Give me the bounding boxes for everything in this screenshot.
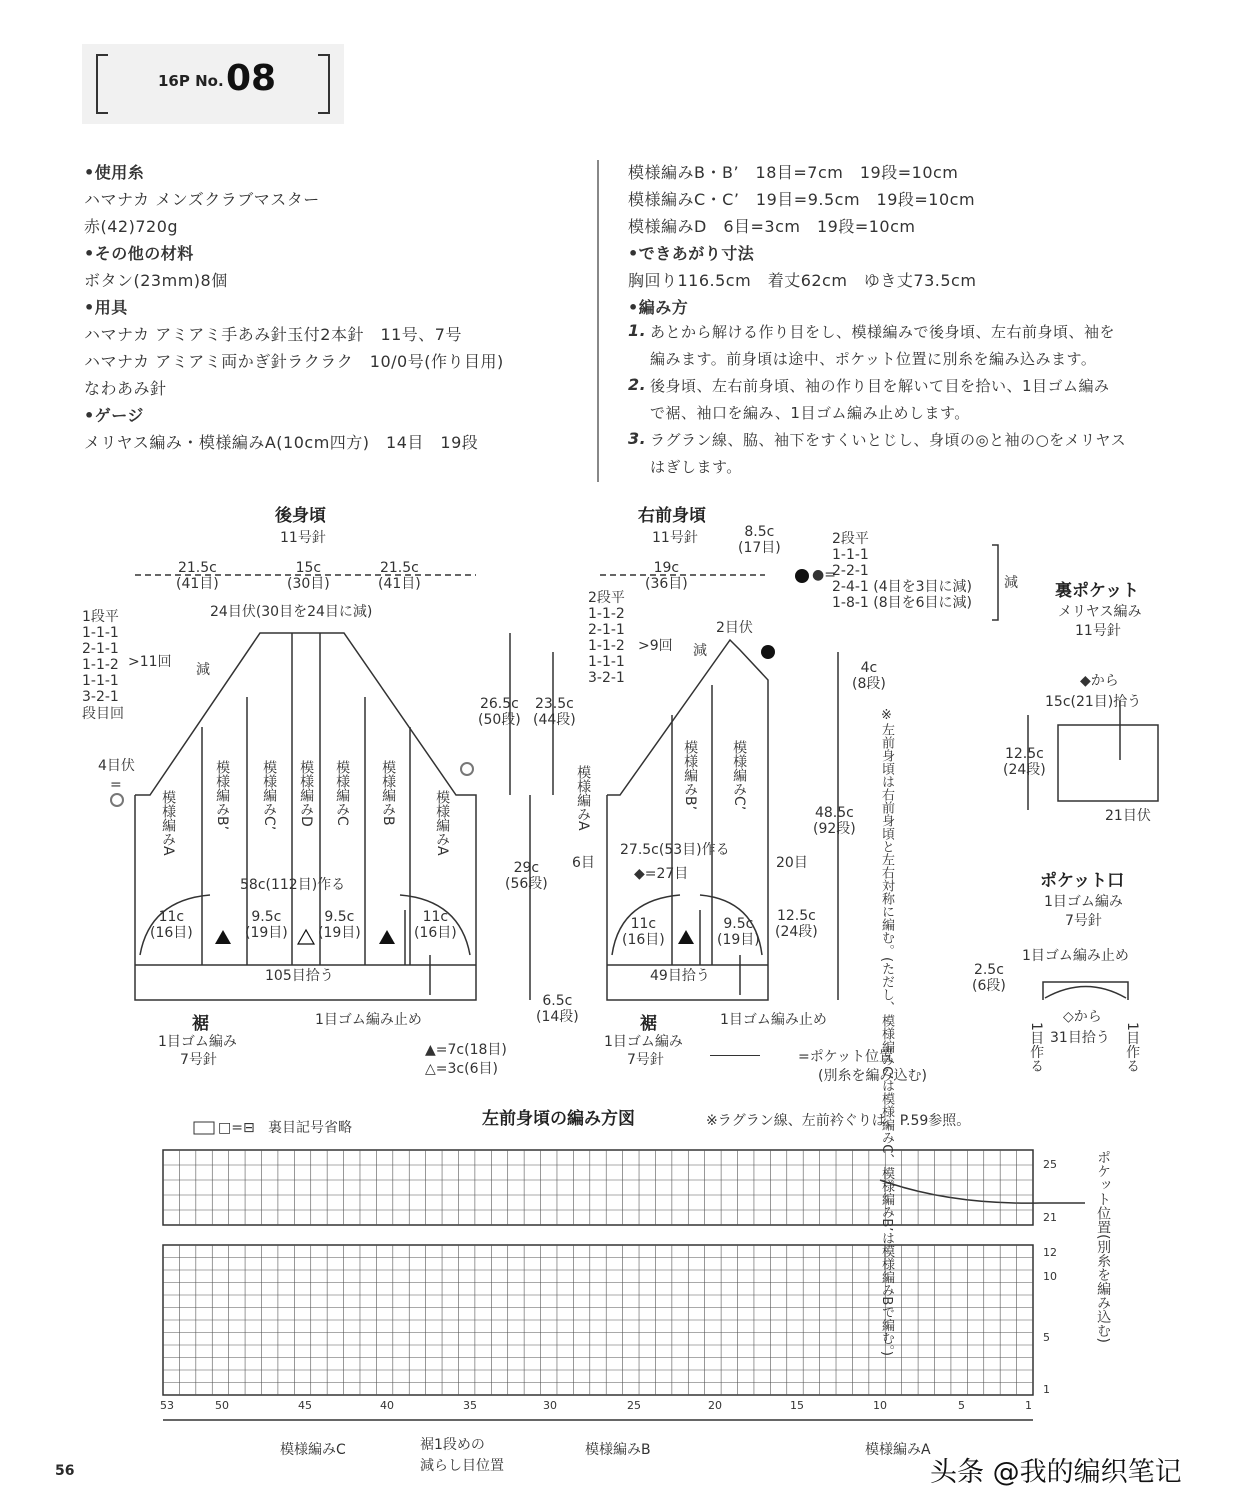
col-label-10: 10 bbox=[873, 1399, 887, 1412]
pocket-edge-height: 2.5c (6段) bbox=[972, 962, 1006, 995]
back-pocket-3: 9.5c (19目) bbox=[318, 909, 361, 942]
gauge-c: 模様編みC・C’ 19目=9.5cm 19段=10cm bbox=[628, 190, 976, 209]
pocket-lining-from: ◆から bbox=[1080, 673, 1119, 689]
back-pattern-c2: 模様編みC’ bbox=[261, 760, 278, 831]
back-pattern-d: 模様編みD bbox=[298, 760, 315, 827]
col-label-25: 25 bbox=[627, 1399, 641, 1412]
badge-page-ref: 16P No. bbox=[158, 72, 224, 90]
pocket-lining-stitch: メリヤス編み bbox=[1058, 604, 1142, 620]
tools-heading: •用具 bbox=[84, 298, 128, 317]
page-number: 56 bbox=[55, 1463, 75, 1479]
pocket-edge-from: ◇から bbox=[1063, 1009, 1102, 1025]
pocket-lining-height: 12.5c (24段) bbox=[1003, 746, 1046, 779]
back-pattern-b: 模様編みB bbox=[380, 760, 397, 826]
back-pattern-c: 模様編みC bbox=[334, 760, 351, 826]
front-dot-eq: ●= bbox=[812, 567, 836, 583]
back-height-1: 26.5c (50段) bbox=[478, 696, 521, 729]
front-needle: 11号針 bbox=[652, 530, 698, 546]
front-diamond: ◆=27目 bbox=[634, 866, 689, 882]
front-bind-2: 2目伏 bbox=[716, 620, 753, 636]
step-3-line-1: ラグラン線、脇、袖下をすくいとじし、身頃の◎と袖の○をメリヤス bbox=[650, 431, 1127, 449]
col-label-5: 5 bbox=[958, 1399, 965, 1412]
chart-key-symbol: □=⊟ bbox=[218, 1120, 255, 1136]
chart-note: ※ラグラン線、左前衿ぐりは、P.59参照。 bbox=[706, 1113, 971, 1129]
back-pattern-a-left: 模様編みA bbox=[160, 790, 177, 856]
tool-needles: ハマナカ アミアミ手あみ針玉付2本針 11号、7号 bbox=[84, 325, 462, 344]
front-pickup: 49目拾う bbox=[650, 968, 710, 984]
front-hem-needle: 7号針 bbox=[627, 1052, 664, 1068]
size-heading: •できあがり寸法 bbox=[628, 244, 755, 263]
front-neck-dec-label: 減 bbox=[1004, 575, 1018, 591]
chart-key-text: 裏目記号省略 bbox=[268, 1120, 352, 1136]
col-label-35: 35 bbox=[463, 1399, 477, 1412]
watermark: 头条 @我的编织笔记 bbox=[930, 1457, 1182, 1488]
triangle-white-note: △=3c(6目) bbox=[425, 1061, 498, 1077]
step-1-line-2: 編みます。前身頃は途中、ポケット位置に別糸を編み込みます。 bbox=[650, 350, 1097, 368]
chart-pattern-c: 模様編みC bbox=[280, 1442, 346, 1458]
triangle-black-note: ▲=7c(18目) bbox=[425, 1042, 507, 1058]
chart-pocket-label: ポケット位置(別糸を編み込む) bbox=[1095, 1150, 1112, 1343]
chart-pattern-a: 模様編みA bbox=[865, 1442, 931, 1458]
chart-dec-note-1: 裾1段めの bbox=[420, 1437, 485, 1453]
step-3-number: 3. bbox=[628, 429, 647, 448]
back-hem: 裾 bbox=[192, 1014, 209, 1034]
pocket-lining-bind: 21目伏 bbox=[1105, 808, 1151, 824]
badge-number: 08 bbox=[226, 58, 277, 99]
front-raglan-count: >9回 bbox=[638, 638, 673, 654]
chart-title: 左前身頃の編み方図 bbox=[482, 1109, 635, 1129]
gauge-a: メリヤス編み・模様編みA(10cm四方) 14目 19段 bbox=[84, 433, 479, 452]
back-eq: = bbox=[110, 777, 122, 793]
back-pocket-1: 11c (16目) bbox=[150, 909, 193, 942]
gauge-heading: •ゲージ bbox=[84, 406, 144, 425]
col-label-45: 45 bbox=[298, 1399, 312, 1412]
tool-cable-needle: なわあみ針 bbox=[84, 379, 167, 398]
front-pocket-2: 9.5c (19目) bbox=[717, 916, 760, 949]
row-label-10: 10 bbox=[1043, 1270, 1057, 1283]
pocket-edge-title: ポケット口 bbox=[1040, 871, 1125, 891]
step-2-line-1: 後身頃、左右前身頃、袖の作り目を解いて目を拾い、1目ゴム編み bbox=[650, 377, 1110, 395]
yarn-color: 赤(42)720g bbox=[84, 217, 179, 236]
col-label-30: 30 bbox=[543, 1399, 557, 1412]
front-hem-rib: 1目ゴム編み bbox=[604, 1034, 683, 1050]
method-heading: •編み方 bbox=[628, 298, 689, 317]
front-pattern-a: 模様編みA bbox=[575, 765, 592, 831]
step-1-number: 1. bbox=[628, 321, 647, 340]
step-3-line-2: はぎします。 bbox=[650, 458, 742, 476]
pocket-edge-side-right: 1目作る bbox=[1124, 1022, 1141, 1073]
pocket-position-note: =ポケット位置 bbox=[798, 1049, 894, 1065]
col-label-40: 40 bbox=[380, 1399, 394, 1412]
left-front-note: ※左前身頃は右前身頃と左右対称に編む。(ただし、模様編みC’は模様編みC、模様編みB’は模様編みBで編む。) bbox=[878, 708, 894, 1356]
tool-crochet-hook: ハマナカ アミアミ両かぎ針ラクラク 10/0号(作り目用) bbox=[84, 352, 504, 371]
back-pocket-4: 11c (16目) bbox=[414, 909, 457, 942]
step-2-line-2: で裾、袖口を編み、1目ゴム編み止めします。 bbox=[650, 404, 970, 422]
pocket-edge-pickup: 31目拾う bbox=[1050, 1030, 1110, 1046]
gauge-d: 模様編みD 6目=3cm 19段=10cm bbox=[628, 217, 916, 236]
back-mid-width: 15c (30目) bbox=[287, 560, 330, 593]
back-height-4: 6.5c (14段) bbox=[536, 993, 579, 1026]
row-label-1: 1 bbox=[1043, 1383, 1050, 1396]
col-label-50: 50 bbox=[215, 1399, 229, 1412]
chart-dec-note-2: 減らし目位置 bbox=[420, 1458, 504, 1474]
pocket-lining-pickup: 15c(21目)拾う bbox=[1045, 694, 1142, 710]
front-raglan-label: 減 bbox=[693, 643, 707, 659]
front-pattern-c2: 模様編みC’ bbox=[731, 740, 748, 811]
back-rib-bind: 1目ゴム編み止め bbox=[315, 1012, 422, 1028]
back-side-width: 21.5c (41目) bbox=[176, 560, 219, 593]
pocket-edge-bind: 1目ゴム編み止め bbox=[1022, 948, 1129, 964]
front-raglan-decreases: 2段平 1-1-2 2-1-1 1-1-2 1-1-1 3-2-1 bbox=[588, 590, 625, 687]
other-heading: •その他の材料 bbox=[84, 244, 194, 263]
back-title: 後身頃 bbox=[275, 506, 326, 526]
pocket-edge-side-left: 1目作る bbox=[1028, 1022, 1045, 1073]
pocket-lining-needle: 11号針 bbox=[1075, 623, 1121, 639]
gauge-b: 模様編みB・B’ 18目=7cm 19段=10cm bbox=[628, 163, 959, 182]
front-neck-height: 4c (8段) bbox=[852, 660, 886, 693]
back-bind-top: 24目伏(30目を24目に減) bbox=[210, 604, 373, 620]
step-2-number: 2. bbox=[628, 375, 647, 394]
front-cast-on: 27.5c(53目)作る bbox=[620, 842, 730, 858]
back-decrease-count: >11回 bbox=[128, 654, 172, 670]
yarn-name: ハマナカ メンズクラブマスター bbox=[84, 190, 320, 209]
back-pattern-b2: 模様編みB’ bbox=[214, 760, 231, 831]
pocket-position-note-2: (別糸を編み込む) bbox=[818, 1068, 927, 1084]
front-title: 右前身頃 bbox=[638, 506, 706, 526]
back-height-3: 29c (56段) bbox=[505, 860, 548, 893]
pocket-edge-stitch: 1目ゴム編み bbox=[1044, 894, 1123, 910]
front-pattern-b2: 模様編みB’ bbox=[682, 740, 699, 811]
row-label-21: 21 bbox=[1043, 1211, 1057, 1224]
row-label-12: 12 bbox=[1043, 1246, 1057, 1259]
back-hem-needle: 7号針 bbox=[180, 1052, 217, 1068]
back-needle: 11号針 bbox=[280, 530, 326, 546]
front-six-stitches: 6目 bbox=[572, 855, 595, 871]
col-label-15: 15 bbox=[790, 1399, 804, 1412]
front-rib-bind: 1目ゴム編み止め bbox=[720, 1012, 827, 1028]
back-decrease-list: 1段平 1-1-1 2-1-1 1-1-2 1-1-1 3-2-1 段目回 bbox=[82, 609, 124, 722]
back-pocket-2: 9.5c (19目) bbox=[245, 909, 288, 942]
front-width-2: 8.5c (17目) bbox=[738, 524, 781, 557]
yarn-heading: •使用糸 bbox=[84, 163, 145, 182]
chart-pattern-b: 模様編みB bbox=[585, 1442, 651, 1458]
front-pocket-1: 11c (16目) bbox=[622, 916, 665, 949]
back-cast-on: 58c(112目)作る bbox=[240, 877, 346, 893]
finished-size: 胸回り116.5cm 着丈62cm ゆき丈73.5cm bbox=[628, 271, 977, 290]
row-label-25: 25 bbox=[1043, 1158, 1057, 1171]
back-side-width-right: 21.5c (41目) bbox=[378, 560, 421, 593]
front-width-1: 19c (36目) bbox=[645, 560, 688, 593]
front-neck-decreases: 2段平 1-1-1 2-2-1 2-4-1 (4目を3目に減) 1-8-1 (8目を6目に減) bbox=[832, 531, 973, 612]
col-label-1: 1 bbox=[1025, 1399, 1032, 1412]
step-1-line-1: あとから解ける作り目をし、模様編みで後身頃、左右前身頃、袖を bbox=[650, 323, 1116, 341]
back-hem-rib: 1目ゴム編み bbox=[158, 1034, 237, 1050]
col-label-20: 20 bbox=[708, 1399, 722, 1412]
front-total-height: 48.5c (92段) bbox=[813, 805, 856, 838]
col-label-53: 53 bbox=[160, 1399, 174, 1412]
back-bind-4: 4目伏 bbox=[98, 758, 135, 774]
front-twenty-stitches: 20目 bbox=[776, 855, 808, 871]
back-pickup: 105目拾う bbox=[265, 968, 334, 984]
back-pattern-a-right: 模様編みA bbox=[434, 790, 451, 856]
pocket-edge-needle: 7号針 bbox=[1065, 913, 1102, 929]
front-pocket-height: 12.5c (24段) bbox=[775, 908, 818, 941]
row-label-5: 5 bbox=[1043, 1331, 1050, 1344]
other-materials: ボタン(23mm)8個 bbox=[84, 271, 228, 290]
back-height-2: 23.5c (44段) bbox=[533, 696, 576, 729]
pocket-lining-title: 裏ポケット bbox=[1055, 581, 1140, 601]
back-decrease-label: 減 bbox=[196, 662, 210, 678]
front-hem: 裾 bbox=[640, 1014, 657, 1034]
